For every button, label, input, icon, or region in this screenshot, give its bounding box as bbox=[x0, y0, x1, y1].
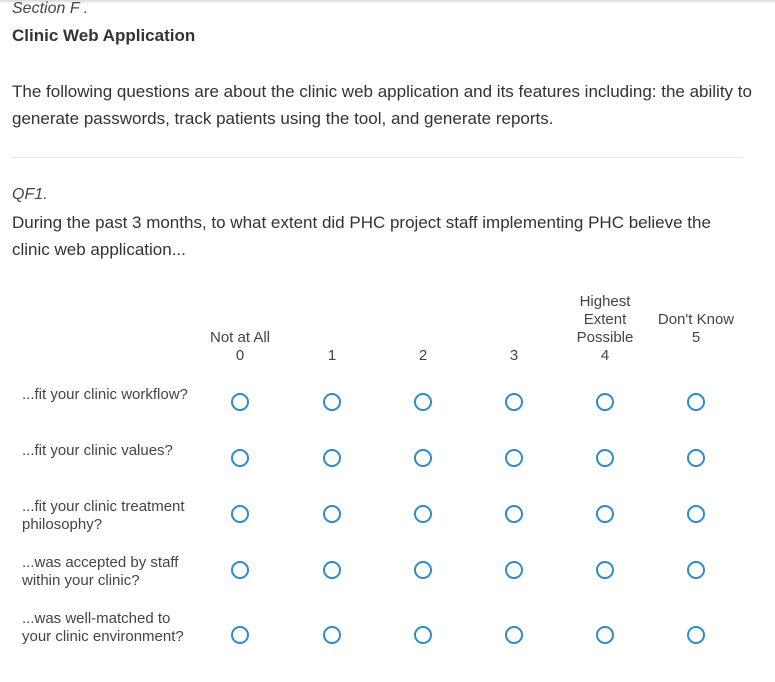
section-title: Clinic Web Application bbox=[12, 26, 196, 45]
radio-row2-col5[interactable] bbox=[687, 449, 705, 467]
top-shadow-bar bbox=[0, 0, 775, 4]
column-label: Not at All bbox=[209, 329, 271, 346]
column-value: 0 bbox=[235, 347, 245, 364]
column-header-3 bbox=[469, 347, 559, 365]
radio-row1-col2[interactable] bbox=[414, 393, 432, 411]
radio-row1-col3[interactable] bbox=[505, 393, 523, 411]
column-value: 2 bbox=[418, 347, 428, 364]
radio-row5-col0[interactable] bbox=[231, 626, 249, 644]
radio-row4-col4[interactable] bbox=[596, 561, 614, 579]
column-header-1 bbox=[287, 347, 377, 365]
radio-row5-col1[interactable] bbox=[323, 626, 341, 644]
column-header-2 bbox=[378, 347, 468, 365]
radio-row2-col2[interactable] bbox=[414, 449, 432, 467]
radio-row1-col5[interactable] bbox=[687, 393, 705, 411]
column-value: 4 bbox=[600, 347, 610, 364]
radio-row2-col4[interactable] bbox=[596, 449, 614, 467]
radio-row3-col0[interactable] bbox=[231, 505, 249, 523]
radio-row5-col2[interactable] bbox=[414, 626, 432, 644]
radio-row5-col5[interactable] bbox=[687, 626, 705, 644]
row-label: ...fit your clinic treatment philosophy? bbox=[22, 498, 185, 533]
radio-row2-col0[interactable] bbox=[231, 449, 249, 467]
radio-row3-col3[interactable] bbox=[505, 505, 523, 523]
row-label: ...was accepted by staff within your clinic? bbox=[22, 554, 179, 589]
radio-row1-col0[interactable] bbox=[231, 393, 249, 411]
radio-row4-col5[interactable] bbox=[687, 561, 705, 579]
radio-row1-col4[interactable] bbox=[596, 393, 614, 411]
radio-row2-col3[interactable] bbox=[505, 449, 523, 467]
radio-row4-col2[interactable] bbox=[414, 561, 432, 579]
radio-row3-col4[interactable] bbox=[596, 505, 614, 523]
radio-row1-col1[interactable] bbox=[323, 393, 341, 411]
divider bbox=[12, 157, 742, 158]
row-label: ...fit your clinic values? bbox=[22, 442, 173, 459]
section-label: Section F . bbox=[12, 0, 89, 17]
column-value: 5 bbox=[691, 329, 701, 346]
radio-row5-col4[interactable] bbox=[596, 626, 614, 644]
section-intro: The following questions are about the clinic web application and its features including: the ability to generate passwords, track patients using the tool, and generate reports. bbox=[12, 82, 752, 128]
radio-row4-col0[interactable] bbox=[231, 561, 249, 579]
row-label: ...fit your clinic workflow? bbox=[22, 386, 188, 403]
column-value: 3 bbox=[509, 347, 519, 364]
column-value: 1 bbox=[327, 347, 337, 364]
column-header-4 bbox=[560, 293, 650, 365]
radio-row5-col3[interactable] bbox=[505, 626, 523, 644]
radio-row4-col3[interactable] bbox=[505, 561, 523, 579]
radio-row4-col1[interactable] bbox=[323, 561, 341, 579]
row-label: ...was well-matched to your clinic environment? bbox=[22, 610, 184, 645]
radio-row3-col5[interactable] bbox=[687, 505, 705, 523]
question-text: During the past 3 months, to what extent did PHC project staff implementing PHC believe the clinic web application... bbox=[12, 213, 711, 259]
column-label: Highest Extent Possible bbox=[576, 293, 634, 346]
radio-row3-col2[interactable] bbox=[414, 505, 432, 523]
column-header-5 bbox=[651, 311, 741, 347]
column-header-0 bbox=[195, 329, 285, 365]
column-label: Don't Know bbox=[657, 311, 735, 328]
radio-row3-col1[interactable] bbox=[323, 505, 341, 523]
radio-row2-col1[interactable] bbox=[323, 449, 341, 467]
question-id: QF1. bbox=[12, 186, 48, 203]
